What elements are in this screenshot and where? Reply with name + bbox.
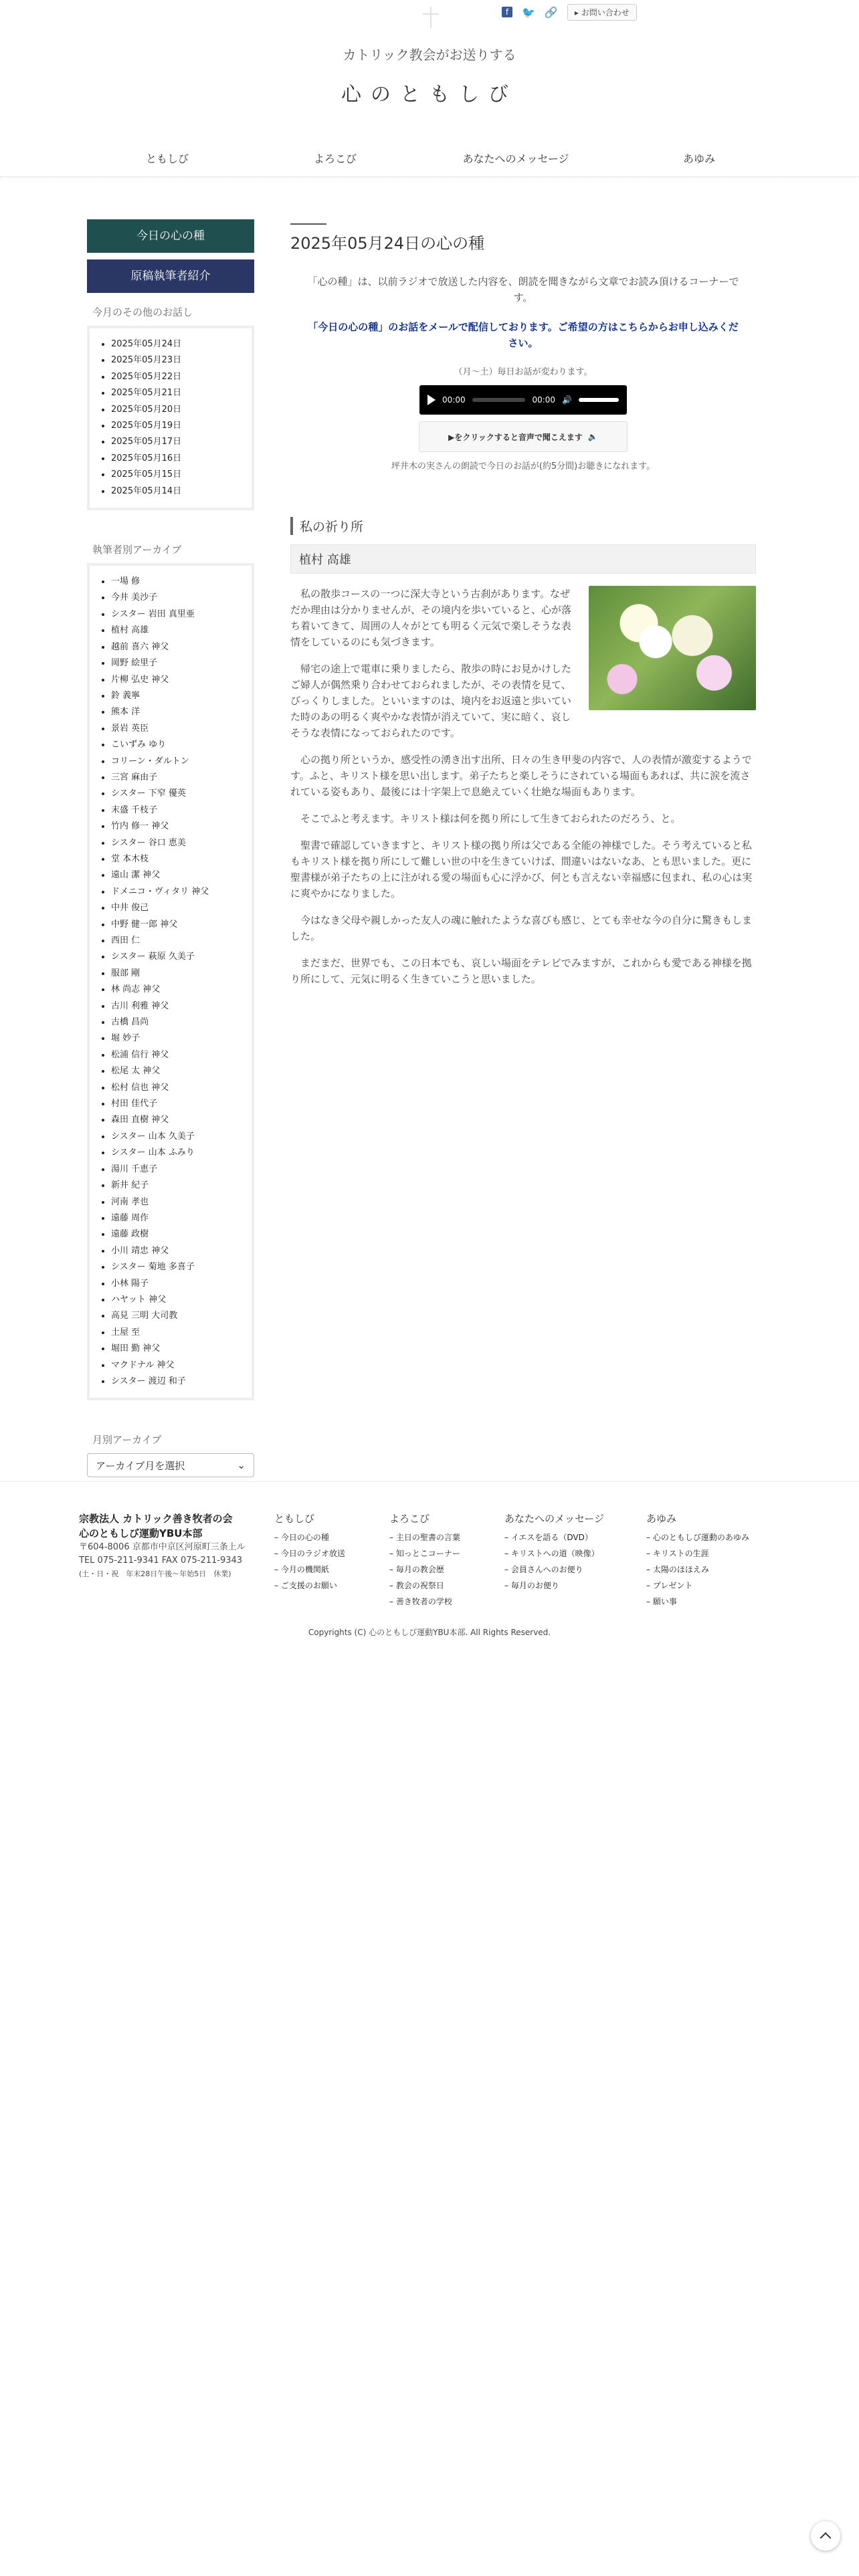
footer-org-info (79, 1511, 261, 1581)
author-archive-link[interactable]: • 竹内 修一 神父 (111, 819, 242, 835)
author-archive-link[interactable]: • 湯川 千恵子 (111, 1162, 242, 1178)
footer-link[interactable]: – 太陽のほほえみ (646, 1565, 709, 1574)
author-archive-link[interactable]: • 鈴 義寧 (111, 688, 242, 704)
org-name: 宗教法人 カトリック善き牧者の会 (79, 1513, 233, 1525)
title-rule (290, 223, 326, 225)
main-content (290, 219, 756, 998)
nav-item-yorokobi[interactable]: よろこび (313, 152, 357, 165)
author-archive-link[interactable]: • シスター 山本 ふみり (111, 1145, 242, 1161)
author-archive-link[interactable]: • 新井 紀子 (111, 1178, 242, 1194)
other-story-link[interactable]: • 2025年05月14日 (111, 484, 242, 500)
footer-col-heading[interactable]: ともしび (274, 1513, 315, 1525)
footer-link[interactable]: – 知っとこコーナー (389, 1549, 460, 1558)
footer-link[interactable]: – 会員さんへのお便り (504, 1565, 583, 1574)
today-seed-button[interactable]: 今日の心の種 (87, 219, 254, 253)
copyright: Copyrights (C) 心のともしび運動YBU本部. All Rights Reserved. (308, 1628, 551, 1637)
author-archive-link[interactable]: • 堀田 勤 神父 (111, 1341, 242, 1357)
footer-link[interactable]: – 今月の機関紙 (274, 1565, 329, 1574)
other-story-link[interactable]: • 2025年05月17日 (111, 434, 242, 450)
global-nav (0, 142, 859, 177)
authors-intro-button[interactable]: 原稿執筆者紹介 (87, 259, 254, 293)
author-archive-link[interactable]: • 河南 孝也 (111, 1194, 242, 1210)
chevron-up-icon (820, 2533, 832, 2544)
footer-link[interactable]: – 毎月の教会歴 (389, 1565, 444, 1574)
author-archive-link[interactable]: • シスター 谷口 恵美 (111, 835, 242, 851)
other-stories-heading: 今月のその他のお話し (92, 306, 193, 318)
author-archive-link[interactable]: • マクドナル 神父 (111, 1358, 242, 1374)
author-archive-link[interactable]: • 小林 陽子 (111, 1276, 242, 1292)
author-archive-link[interactable]: • 末盛 千枝子 (111, 802, 242, 819)
site-name[interactable]: 心のともしび (341, 83, 518, 106)
author-archive-link[interactable]: • 古川 利雅 神父 (111, 998, 242, 1014)
article-paragraph: 私の散歩コースの一つに深大寺という古刹があります。なぜだか理由は分かりませんが、その境内を歩いていると、心が落ち着いてきて、周囲の人々がとても明るく元気で楽しそうな表情をしているのにも気づきます。 (290, 588, 572, 648)
author-archive-link[interactable]: • 三宮 麻由子 (111, 770, 242, 786)
footer-link[interactable]: – 教会の祝祭日 (389, 1581, 444, 1590)
footer-link[interactable]: – 願い事 (646, 1597, 677, 1606)
listen-audio-label: ▶をクリックすると音声で聞こえます (448, 432, 583, 442)
footer-link[interactable]: – キリストの生涯 (646, 1549, 709, 1558)
back-to-top-button[interactable] (811, 2521, 840, 2551)
author-archive-link[interactable]: • 今井 美沙子 (111, 590, 242, 606)
author-archive-link[interactable]: • 岡野 絵里子 (111, 655, 242, 671)
speaker-icon: 🔈 (587, 432, 598, 441)
org-address: 〒604-8006 京都市中京区河原町三条上ル (79, 1542, 246, 1552)
author-archive-link[interactable]: • シスター 萩原 久美子 (111, 949, 242, 965)
current-time: 00:00 (442, 395, 466, 405)
author-archive-link[interactable]: • 片柳 弘史 神父 (111, 672, 242, 688)
author-archive-list (99, 574, 242, 1390)
author-archive-link[interactable]: • シスター 渡辺 和子 (111, 1374, 242, 1390)
footer-col-yorokobi (389, 1511, 460, 1610)
site-footer (0, 1481, 859, 1637)
footer-link[interactable]: – 心のともしび運動のあゆみ (646, 1533, 749, 1542)
other-story-link[interactable]: • 2025年05月23日 (111, 352, 242, 368)
author-archive-link[interactable]: • シスター 菊地 多喜子 (111, 1259, 242, 1275)
article-paragraph: 心の拠り所というか、感受性の湧き出す出所、日々の生き甲斐の内容で、人の表情が激変するようです。ふと、キリスト様を思い出します。弟子たちと楽しそうにされている場面もあれば、共に涙を流されている姿もあり、最後には十字架上で息絶えていく壮絶な場面もあります。 (290, 754, 752, 798)
footer-col-ayumi (646, 1511, 749, 1610)
other-story-link[interactable]: • 2025年05月19日 (111, 418, 242, 434)
author-archive-link[interactable]: • 高見 三明 大司教 (111, 1308, 242, 1324)
listen-audio-button[interactable] (419, 421, 628, 452)
nav-item-ayumi[interactable]: あゆみ (682, 152, 715, 165)
other-story-link[interactable]: • 2025年05月22日 (111, 369, 242, 385)
volume-icon[interactable]: 🔊 (562, 395, 572, 405)
top-utility-bar (502, 4, 637, 20)
chevron-down-icon: ⌄ (237, 1459, 246, 1472)
footer-link[interactable]: – 今日の心の種 (274, 1533, 329, 1542)
monthly-archive-select-value: アーカイブ月を選択 (96, 1459, 185, 1472)
author-archive-link[interactable]: • 越前 喜六 神父 (111, 639, 242, 655)
author-archive-link[interactable]: • 熊本 洋 (111, 704, 242, 720)
other-story-link[interactable]: • 2025年05月24日 (111, 336, 242, 352)
author-archive-link[interactable]: • 堀 妙子 (111, 1031, 242, 1047)
org-hours: (土・日・祝 年末28日午後〜年始5日 休業) (79, 1570, 231, 1578)
nav-item-tomoshibi[interactable]: ともしび (145, 152, 189, 165)
author-archive-link[interactable]: • 森田 直樹 神父 (111, 1112, 242, 1128)
author-archive-link[interactable]: • 遠藤 政樹 (111, 1226, 242, 1243)
author-archive-link[interactable]: • 植村 高雄 (111, 623, 242, 639)
footer-link[interactable]: – 善き牧者の学校 (389, 1597, 452, 1606)
author-archive-link[interactable]: • 遠山 潔 神父 (111, 867, 242, 883)
footer-col-tomoshibi (274, 1511, 345, 1594)
author-archive-heading: 執筆者別アーカイブ (92, 544, 182, 556)
author-archive-link[interactable]: • 松村 信也 神父 (111, 1080, 242, 1096)
author-archive-link[interactable]: • こいずみ ゆり (111, 737, 242, 753)
flower-photo (589, 586, 756, 710)
author-archive-link[interactable]: • 服部 剛 (111, 966, 242, 982)
author-archive-link[interactable]: • 中井 俊己 (111, 900, 242, 916)
monthly-archive-select[interactable] (87, 1453, 254, 1477)
author-archive-box (87, 563, 254, 1400)
author-archive-link[interactable]: • 土屋 至 (111, 1325, 242, 1341)
author-archive-link[interactable]: • 西田 仁 (111, 933, 242, 949)
author-archive-link[interactable]: • ハヤット 神父 (111, 1292, 242, 1308)
footer-link[interactable]: – 毎月のお便り (504, 1581, 559, 1590)
reader-note: 坪井木の実さんの朗読で今日のお話が(約5分間)お聴きになれます。 (391, 461, 656, 471)
author-archive-link[interactable]: • コリーン・ダルトン (111, 754, 242, 770)
author-archive-link[interactable]: • 遠藤 周作 (111, 1210, 242, 1226)
footer-link[interactable]: – キリストへの道（映像） (504, 1549, 599, 1558)
article-paragraph: まだまだ、世界でも、この日本でも、哀しい場面をテレビでみますが、これからも愛である神様を拠り所にして、元気に明るく生きていこうと思いました。 (290, 957, 752, 985)
other-story-link[interactable]: • 2025年05月20日 (111, 402, 242, 418)
other-stories-list (99, 336, 242, 500)
volume-slider[interactable] (579, 398, 619, 402)
page-title: 2025年05月24日の心の種 (290, 234, 485, 253)
footer-col-heading[interactable]: よろこび (389, 1513, 430, 1525)
footer-col-heading[interactable]: あゆみ (646, 1513, 677, 1525)
author-name: 植村 高雄 (290, 544, 756, 574)
author-archive-link[interactable]: • 景岩 英臣 (111, 721, 242, 737)
footer-link[interactable]: – 主日の聖書の言葉 (389, 1533, 460, 1542)
footer-link[interactable]: – ご支援のお願い (274, 1581, 337, 1590)
author-archive-link[interactable]: • シスター 岩田 真里亜 (111, 607, 242, 623)
facebook-icon[interactable]: f (502, 7, 512, 17)
footer-link[interactable]: – 今日のラジオ放送 (274, 1549, 345, 1558)
monthly-archive-heading: 月別アーカイブ (92, 1434, 162, 1446)
author-archive-link[interactable]: • 松浦 信行 神父 (111, 1047, 242, 1063)
footer-col-message (504, 1511, 604, 1594)
author-archive-link[interactable]: • 一場 修 (111, 574, 242, 590)
other-stories-box (87, 326, 254, 510)
author-archive-link[interactable]: • 小川 靖忠 神父 (111, 1243, 242, 1259)
footer-col-heading[interactable]: あなたへのメッセージ (504, 1513, 605, 1525)
other-story-link[interactable]: • 2025年05月21日 (111, 385, 242, 401)
article-body (290, 586, 756, 987)
article-paragraph: 帰宅の途上で電車に乗りましたら、散歩の時にお見かけしたご婦人が偶然乗り合わせておられましたが、その表情を見て、びっくりしました。といいますのは、境内をお返遠と歩いていた時のあの明るく爽やかな表情が消えていて、実に暗く、哀しそうな表情になっておられたのです。 (290, 663, 572, 739)
contact-button[interactable]: ▸ お問い合わせ (567, 4, 637, 21)
author-archive-link[interactable]: • 村田 佳代子 (111, 1096, 242, 1112)
cross-logo-icon (423, 7, 439, 28)
duration-time: 00:00 (532, 395, 556, 405)
footer-link[interactable]: – プレゼント (646, 1581, 693, 1590)
seek-bar[interactable] (472, 398, 526, 402)
play-icon[interactable] (427, 395, 436, 405)
link-icon[interactable]: 🔗 (544, 5, 558, 19)
contact-label: お問い合わせ (581, 7, 630, 17)
author-archive-link[interactable]: • ドメニコ・ヴィタリ 神父 (111, 884, 242, 900)
sidebar (87, 219, 254, 1477)
schedule-note: （月〜土）毎日お話が変わります。 (454, 367, 593, 377)
mail-subscribe-link[interactable]: 「今日の心の種」のお話をメールで配信しております。ご希望の方はこちらからお申し込みください。 (308, 321, 739, 349)
author-archive-link[interactable]: • シスター 山本 久美子 (111, 1129, 242, 1145)
audio-player (419, 385, 627, 415)
article-paragraph: 今はなき父母や親しかった友人の魂に触れたような喜びも感じ、とても幸せな今の自分に驚きもしました。 (290, 914, 753, 942)
author-archive-link[interactable]: • 堂 本木枝 (111, 851, 242, 867)
author-archive-link[interactable]: • 松尾 太 神父 (111, 1063, 242, 1079)
twitter-icon[interactable]: 🐦 (522, 5, 535, 19)
author-archive-link[interactable]: • 林 尚志 神父 (111, 982, 242, 998)
footer-link[interactable]: – イエスを語る（DVD） (504, 1533, 593, 1542)
article-paragraph: 聖書で確認していきますと、キリスト様の拠り所は父である全能の神様でした。そう考えていると私もキリスト様を拠り所にして難しい世の中を生きていけば、間違いはないなあ、とも思いました。更に聖書様が弟子たちの上に注がれる愛の場面も心に浮かび、何とも言えない幸福感に包まれ、私の心は実に爽やかになりました。 (290, 839, 753, 899)
org-subname: 心のともしび運動YBU本部 (79, 1527, 203, 1539)
article-paragraph: そこでふと考えます。キリスト様は何を拠り所にして生きておられたのだろう、と。 (300, 813, 681, 825)
org-phone: TEL 075-211-9341 FAX 075-211-9343 (79, 1555, 243, 1566)
other-story-link[interactable]: • 2025年05月16日 (111, 451, 242, 467)
author-archive-link[interactable]: • 中野 健一郎 神父 (111, 917, 242, 933)
site-tagline: カトリック教会がお送りする (343, 47, 516, 63)
author-archive-link[interactable]: • シスター 下窄 優英 (111, 786, 242, 802)
other-story-link[interactable]: • 2025年05月15日 (111, 467, 242, 483)
nav-item-message[interactable]: あなたへのメッセージ (462, 152, 569, 165)
section-heading: 私の祈り所 (290, 517, 756, 535)
author-archive-link[interactable]: • 古橋 昌尚 (111, 1014, 242, 1031)
intro-text: 「心の種」は、以前ラジオで放送した内容を、朗読を聞きながら文章でお読み頂けるコーナーです。 (307, 276, 739, 304)
